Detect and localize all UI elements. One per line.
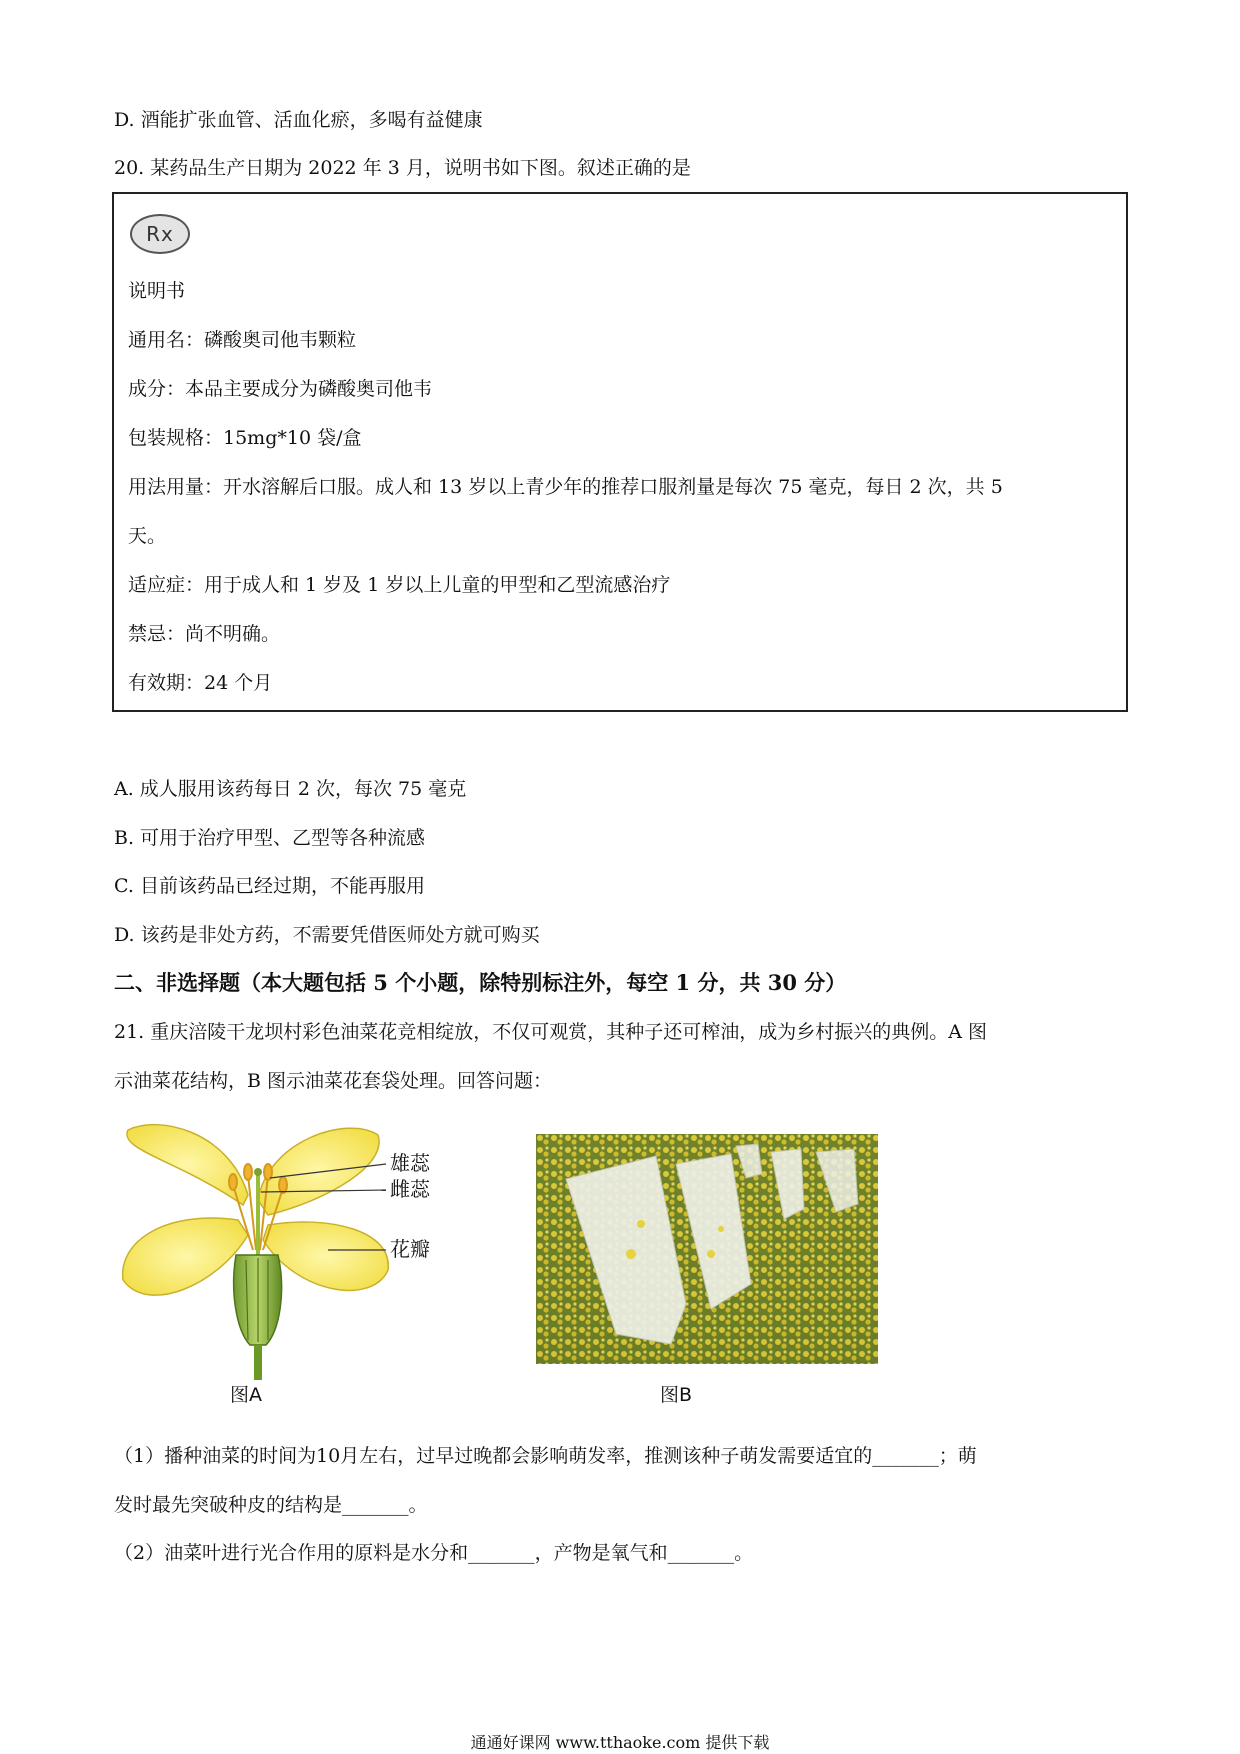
leaflet-contraindications: 禁忌：尚不明确。 (128, 623, 281, 645)
medicine-leaflet-box (112, 192, 1128, 712)
leaflet-validity: 有效期：24 个月 (128, 672, 273, 694)
q20-option-a: A. 成人服用该药每日 2 次，每次 75 毫克 (114, 778, 467, 800)
q21-sub1-line2: 发时最先突破种皮的结构是_______。 (114, 1494, 428, 1516)
page-footer: 通通好课网 www.tthaoke.com 提供下载 (470, 1733, 770, 1752)
leaflet-dosage-line2: 天。 (128, 525, 167, 547)
leaflet-package: 包装规格：15mg*10 袋/盒 (128, 427, 362, 449)
label-petal: 花瓣 (390, 1237, 430, 1261)
figure-a-flower-diagram (118, 1120, 478, 1380)
q19-option-d: D. 酒能扩张血管、活血化瘀，多喝有益健康 (114, 109, 483, 131)
leaflet-title: 说明书 (128, 280, 186, 302)
q20-option-b: B. 可用于治疗甲型、乙型等各种流感 (114, 827, 426, 849)
leaflet-ingredients: 成分：本品主要成分为磷酸奥司他韦 (128, 378, 433, 400)
leaflet-dosage-line1: 用法用量：开水溶解后口服。成人和 13 岁以上青少年的推荐口服剂量是每次 75 毫克，每日 2 次，共 5 (128, 476, 1003, 498)
figure-a-caption: 图A (230, 1384, 262, 1406)
q21-sub2: （2）油菜叶进行光合作用的原料是水分和_______，产物是氧气和_______。 (114, 1542, 754, 1564)
sepal-and-stem (234, 1255, 282, 1380)
q20-option-d: D. 该药是非处方药，不需要凭借医师处方就可购买 (114, 924, 540, 946)
figure-b-bagged-flowers-photo (536, 1134, 878, 1364)
q21-stem-line2: 示油菜花结构，B 图示油菜花套袋处理。回答问题： (114, 1070, 553, 1092)
section-2-title: 二、非选择题（本大题包括 5 个小题，除特别标注外，每空 1 分，共 30 分） (114, 970, 847, 995)
q21-stem-line1: 21. 重庆涪陵干龙坝村彩色油菜花竞相绽放，不仅可观赏，其种子还可榨油，成为乡村振兴的典例。A 图 (114, 1021, 988, 1043)
label-stamen: 雄蕊 (390, 1151, 430, 1175)
label-pistil: 雌蕊 (390, 1177, 430, 1201)
leaflet-indications: 适应症：用于成人和 1 岁及 1 岁以上儿童的甲型和乙型流感治疗 (128, 574, 671, 596)
leaflet-generic-name: 通用名：磷酸奥司他韦颗粒 (128, 329, 357, 351)
q21-sub1-line1: （1）播种油菜的时间为10月左右，过早过晚都会影响萌发率，推测该种子萌发需要适宜的_______；萌 (114, 1445, 977, 1467)
figure-b-caption: 图B (660, 1384, 693, 1406)
rx-prescription-icon: Rx (130, 214, 190, 254)
q20-option-c: C. 目前该药品已经过期，不能再服用 (114, 875, 425, 897)
q20-stem: 20. 某药品生产日期为 2022 年 3 月，说明书如下图。叙述正确的是 (114, 157, 691, 179)
